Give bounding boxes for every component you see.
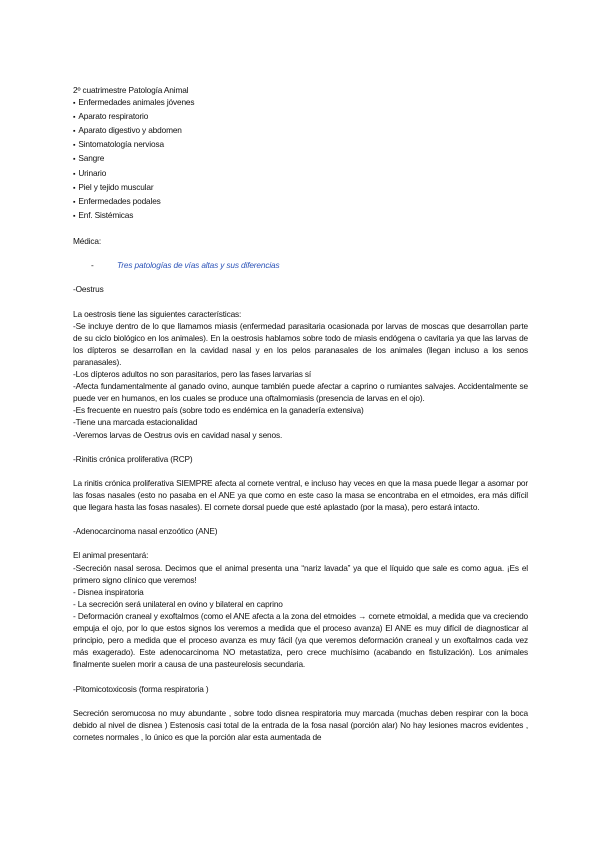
topic-list (73, 96, 528, 223)
oestrus-line: -Los dípteros adultos no son parasitarios, pero las fases larvarias sí (73, 369, 312, 380)
pito-paragraph: Secreción seromucosa no muy abundante , sobre todo disnea respiratoria muy marcada (muchas deben respirar con la boca debido al nivel de disnea ) Estenosis casi total de la entrada de la fosa nasal (porción alar) No hay lesiones macros evidentes , cornetes normales , lo único es que la porción alar esta aumentada de (73, 707, 528, 742)
document-title: 2º cuatrimestre Patología Animal (73, 85, 189, 95)
oestrus-line: -Veremos larvas de Oestrus ovis en cavidad nasal y senos. (73, 429, 283, 440)
heading-rcp: -Rinitis crónica proliferativa (RCP) (73, 453, 193, 464)
heading-ane: -Adenocarcinoma nasal enzoótico (ANE) (73, 526, 218, 537)
topic-item: ▪ Urinario (73, 167, 528, 181)
topic-item: ▪ Aparato digestivo y abdomen (73, 124, 528, 138)
oestrus-line: -Es frecuente en nuestro país (sobre todo es endémica en la ganadería extensiva) (73, 405, 364, 416)
ane-line: - La secreción será unilateral en ovino y bilateral en caprino (73, 598, 283, 609)
rcp-paragraph: La rinitis crónica proliferativa SIEMPRE afecta al cornete ventral, e incluso hay veces en que la masa puede llegar a asomar por las fosas nasales (esto no pasaba en el ANE ya que como en este caso la masa se encontraba en el etmoides, era más difícil que llegara hasta las fosas nasales). El cornete dorsal puede que esté aplastado (por la masa), pero estará intacto. (73, 477, 528, 513)
ane-line: - Deformación craneal y exoftalmos (como el ANE afecta a la zona del etmoides → cornete etmoidal, a medida que va creciendo empuja el ojo, por lo que estos signos los veremos a medida que el proceso avanza) El ANE es muy difícil de diagnosticar al principio, pero a medida que el proceso avanza es muy fácil (ya que veremos deformación craneal y un exoftalmos cada vez más exagerado). Este adenocarcinoma NO metastatiza, pero crece muchísimo (acabando en fistulización). Los animales finalmente suelen morir a causa de una pasteurelosis secundaria. (73, 610, 528, 670)
ane-line: - Disnea inspiratoria (73, 586, 144, 597)
topic-item: ▪ Sintomatología nerviosa (73, 138, 528, 152)
ane-line: El animal presentará: (73, 550, 149, 561)
subtitle-dash: - (91, 260, 94, 271)
oestrus-line: -Afecta fundamentalmente al ganado ovino, aunque también puede afectar a caprino o rumiantes salvajes. Accidentalmente se puede ver en humanos, en los cuales se produce una oftalmomiasis (presencia de larvas en el ojo). (73, 381, 528, 404)
topic-item: ▪ Aparato respiratorio (73, 110, 528, 124)
ane-line: -Secreción nasal serosa. Decimos que el animal presenta una “nariz lavada” ya que el líquido que sale es como agua. ¡Es el primero signo clínico que veremos! (73, 562, 528, 585)
oestrus-line: La oestrosis tiene las siguientes características: (73, 308, 242, 319)
section-subtitle: Tres patologías de vías altas y sus diferencias (117, 260, 280, 271)
topic-item: ▪ Enfermedades animales jóvenes (73, 96, 528, 110)
topic-item: ▪ Piel y tejido muscular (73, 181, 528, 195)
subtitle-item (73, 259, 528, 271)
oestrus-line: -Se incluye dentro de lo que llamamos miasis (enfermedad parasitaria ocasionada por larvas de moscas que desarrollan parte de su ciclo biológico en los animales). En la oestrosis hablamos sobre todo de miasis endógena o cavitaria ya que las larvas de los dípteros se desarrollan en la cavidad nasal y en los pelos paranasales de los animales (llegan incluso a los senos paranasales). (73, 320, 528, 367)
topic-item: ▪ Sangre (73, 152, 528, 166)
heading-pitomicotoxicosis: -Pitomicotoxicosis (forma respiratoria ) (73, 683, 209, 694)
topic-item: ▪ Enfermedades podales (73, 195, 528, 209)
topic-item: ▪ Enf. Sistémicas (73, 209, 528, 223)
section-label: Médica: (73, 236, 102, 247)
heading-oestrus: -Oestrus (73, 284, 104, 295)
document-body (73, 84, 528, 743)
oestrus-line: -Tiene una marcada estacionalidad (73, 417, 198, 428)
